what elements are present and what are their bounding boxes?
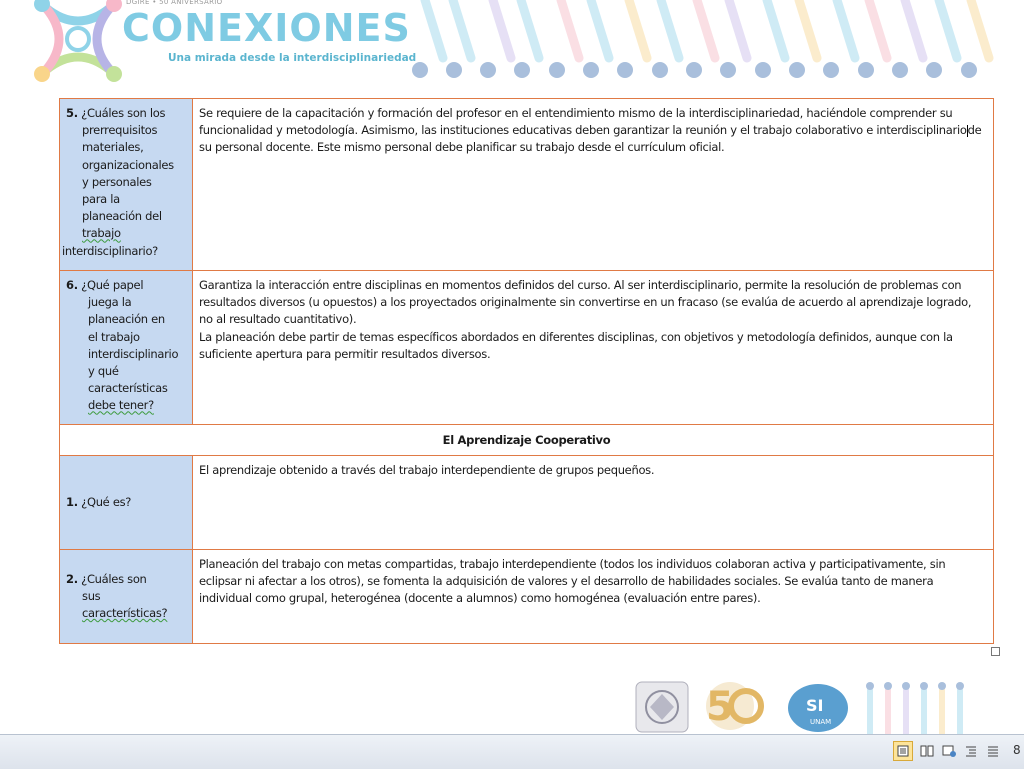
logo-title: CONEXIONES: [122, 6, 411, 50]
answer-paragraph: Garantiza la interacción entre disciplinas en momentos definidos del curso. Al ser interdisciplinario, permite la resolución de problemas con resultados diversos (u opuestos) a los proyectados originalmente sin convertirse en un fracaso (se evalúa de acuerdo al aprendizaje logrado, no al resultado cuantitativo).: [199, 278, 972, 327]
table-row: [60, 99, 994, 271]
question-text: planeación del: [82, 209, 162, 224]
section-title[interactable]: El Aprendizaje Cooperativo: [60, 425, 994, 456]
answer-cell[interactable]: [193, 99, 994, 271]
print-layout-button[interactable]: [893, 741, 913, 761]
question-text: debe tener?: [88, 398, 154, 413]
question-text: ¿Qué es?: [81, 494, 132, 509]
full-screen-reading-icon: [920, 745, 934, 757]
question-text: interdisciplinario?: [62, 243, 158, 258]
svg-text:5: 5: [706, 684, 734, 730]
question-text: sus: [82, 588, 101, 603]
question-text: características?: [82, 606, 168, 621]
full-screen-reading-button[interactable]: [917, 741, 937, 761]
question-text: prerrequisitos: [82, 123, 158, 138]
question-cell[interactable]: [60, 271, 193, 425]
answer-text: Planeación del trabajo con metas compartidas, trabajo interdependiente (todos los individuos colaboran activa y participativamente, sin eclipsar ni afectar a los otros), se fomenta la adquisición de valores y el desarrollo de habilidades sociales. Se evalúa tanto de manera individual como grupal, heterogénea (docente a alumnos) como homogénea (evaluación entre pares).: [199, 557, 946, 606]
question-cell[interactable]: [60, 99, 193, 271]
answer-cell[interactable]: [193, 456, 994, 550]
answer-cell[interactable]: [193, 271, 994, 425]
logo-subtitle: Una mirada desde la interdisciplinariedad: [168, 52, 417, 64]
question-number: 2.: [66, 571, 78, 586]
answer-text: El aprendizaje obtenido a través del trabajo interdependiente de grupos pequeños.: [199, 463, 655, 477]
unam-crest-icon: [636, 682, 688, 732]
question-cell[interactable]: [60, 456, 193, 550]
content-table: [59, 98, 994, 644]
web-layout-button[interactable]: [939, 741, 959, 761]
question-text: para la: [82, 192, 120, 207]
logo-tagline-small: DGIRE • 50 ANIVERSARIO: [126, 0, 223, 6]
section-header-row: [60, 425, 994, 456]
zoom-level[interactable]: 8: [1013, 743, 1021, 757]
fifty-anniversary-icon: [706, 682, 761, 730]
footer-logos: [630, 676, 1024, 736]
svg-text:SI: SI: [806, 696, 824, 715]
table-row: [60, 456, 994, 550]
web-layout-icon: [942, 745, 956, 757]
draft-button[interactable]: [983, 741, 1003, 761]
question-text: materiales,: [82, 140, 144, 155]
question-text: juega la: [88, 295, 132, 310]
answer-text: de su personal docente. Este mismo personal debe planificar su trabajo desde el currículum oficial.: [199, 123, 982, 155]
question-text: organizacionales: [82, 157, 174, 172]
question-text: planeación en: [88, 312, 165, 327]
status-bar: [0, 734, 1024, 769]
table-row: [60, 271, 994, 425]
question-text: características: [88, 381, 168, 396]
question-number: 6.: [66, 278, 78, 292]
question-text: el trabajo: [88, 329, 140, 344]
answer-paragraph: La planeación debe partir de temas específicos abordados en diferentes disciplinas, con objetivos y metodología definidos, aunque con la suficiente apertura para permitir resultados diversos.: [199, 329, 953, 361]
question-text: interdisciplinario: [88, 346, 179, 361]
question-number: 1.: [66, 494, 78, 509]
question-text: trabajo: [82, 226, 121, 241]
outline-icon: [965, 745, 977, 757]
question-text: ¿Cuáles son los: [81, 106, 166, 120]
table-row: [60, 550, 994, 644]
table-end-marker: [991, 647, 1000, 656]
question-number: 5.: [66, 106, 78, 120]
answer-cell[interactable]: [193, 550, 994, 644]
footer-logos-icon: [630, 676, 1024, 736]
svg-text:UNAM: UNAM: [810, 718, 832, 726]
document-header-banner: [0, 0, 1024, 92]
question-text: y personales: [82, 174, 152, 189]
decorative-stripes-icon: [405, 0, 1005, 92]
question-text: ¿Qué papel: [81, 278, 144, 292]
question-cell[interactable]: [60, 550, 193, 644]
question-text: ¿Cuáles son: [81, 571, 147, 586]
conexiones-logo-icon: [32, 0, 124, 84]
question-text: y qué: [88, 364, 119, 379]
draft-icon: [987, 745, 999, 757]
outline-button[interactable]: [961, 741, 981, 761]
answer-text: Se requiere de la capacitación y formación del profesor en el entendimiento mismo de la interdisciplinariedad, haciéndole comprender su funcionalidad y metodología. Asimismo, las instituciones educativas deben garantizar la reunión y el trabajo colaborativo e interdisciplinario: [199, 106, 967, 138]
print-layout-icon: [897, 745, 909, 757]
si-unam-icon: [788, 684, 848, 732]
